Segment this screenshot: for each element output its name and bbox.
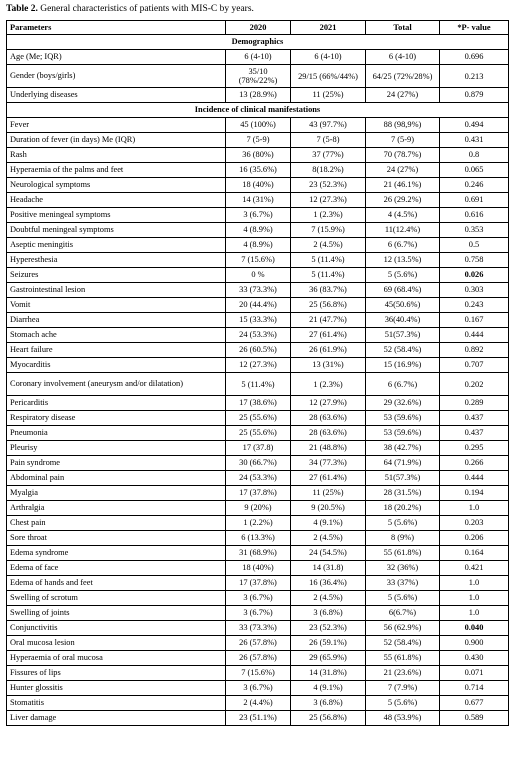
- year-2021-cell: 25 (56.8%): [291, 298, 366, 313]
- parameter-cell: Conjunctivitis: [7, 621, 226, 636]
- p-value-cell: 0.421: [440, 561, 509, 576]
- table-row: [7, 411, 509, 426]
- table-row: [7, 268, 509, 283]
- year-2021-cell: 12 (27.3%): [291, 193, 366, 208]
- year-2021-cell: 13 (31%): [291, 358, 366, 373]
- p-value-cell: 0.295: [440, 441, 509, 456]
- table-row: [7, 133, 509, 148]
- year-2021-cell: 8(18.2%): [291, 163, 366, 178]
- p-value-cell: 0.213: [440, 65, 509, 88]
- year-2020-cell: 7 (15.6%): [226, 253, 291, 268]
- year-2020-cell: 7 (15.6%): [226, 666, 291, 681]
- p-value-cell: 0.167: [440, 313, 509, 328]
- total-cell: 51(57.3%): [366, 328, 440, 343]
- table-row: [7, 253, 509, 268]
- year-2021-cell: 29 (65.9%): [291, 651, 366, 666]
- total-cell: 24 (27%): [366, 88, 440, 103]
- table-row: [7, 666, 509, 681]
- year-2021-cell: 2 (4.5%): [291, 238, 366, 253]
- table-row: [7, 313, 509, 328]
- year-2020-cell: 30 (66.7%): [226, 456, 291, 471]
- year-2021-cell: 27 (61.4%): [291, 328, 366, 343]
- table-row: [7, 501, 509, 516]
- parameter-cell: Pleurisy: [7, 441, 226, 456]
- parameter-cell: Oral mucosa lesion: [7, 636, 226, 651]
- parameter-cell: Aseptic meningitis: [7, 238, 226, 253]
- parameter-cell: Chest pain: [7, 516, 226, 531]
- year-2021-cell: 27 (61.4%): [291, 471, 366, 486]
- parameter-cell: Stomatitis: [7, 696, 226, 711]
- table-row: [7, 223, 509, 238]
- year-2020-cell: 3 (6.7%): [226, 591, 291, 606]
- table-row: [7, 178, 509, 193]
- parameter-cell: Duration of fever (in days) Me (IQR): [7, 133, 226, 148]
- total-cell: 4 (4.5%): [366, 208, 440, 223]
- year-2021-cell: 21 (47.7%): [291, 313, 366, 328]
- total-cell: 6 (6.7%): [366, 238, 440, 253]
- year-2020-cell: 45 (100%): [226, 118, 291, 133]
- table-row: [7, 636, 509, 651]
- year-2020-cell: 26 (57.8%): [226, 636, 291, 651]
- table-row: [7, 546, 509, 561]
- total-cell: 6 (4-10): [366, 50, 440, 65]
- year-2020-cell: 23 (51.1%): [226, 711, 291, 726]
- section-header-row: [7, 103, 509, 118]
- table-header-row: [7, 21, 509, 35]
- parameter-cell: Hyperesthesia: [7, 253, 226, 268]
- table-row: [7, 696, 509, 711]
- year-2020-cell: 25 (55.6%): [226, 411, 291, 426]
- year-2020-cell: 0 %: [226, 268, 291, 283]
- parameter-cell: Arthralgia: [7, 501, 226, 516]
- year-2020-cell: 6 (13.3%): [226, 531, 291, 546]
- p-value-cell: 0.5: [440, 238, 509, 253]
- total-cell: 45(50.6%): [366, 298, 440, 313]
- table-row: [7, 358, 509, 373]
- p-value-cell: 0.758: [440, 253, 509, 268]
- parameter-cell: Doubtful meningeal symptoms: [7, 223, 226, 238]
- total-cell: 21 (46.1%): [366, 178, 440, 193]
- year-2020-cell: 3 (6.7%): [226, 681, 291, 696]
- parameter-cell: Stomach ache: [7, 328, 226, 343]
- parameter-cell: Liver damage: [7, 711, 226, 726]
- p-value-cell: 0.246: [440, 178, 509, 193]
- year-2021-cell: 37 (77%): [291, 148, 366, 163]
- parameter-cell: Gender (boys/girls): [7, 65, 226, 88]
- total-cell: 5 (5.6%): [366, 696, 440, 711]
- year-2020-cell: 26 (57.8%): [226, 651, 291, 666]
- table-row: [7, 561, 509, 576]
- p-value-cell: 0.289: [440, 396, 509, 411]
- table-row: [7, 441, 509, 456]
- p-value-cell: 0.202: [440, 373, 509, 396]
- table-body: [7, 35, 509, 726]
- year-2020-cell: 4 (8.9%): [226, 223, 291, 238]
- header-p-value: *P- value: [440, 21, 509, 35]
- year-2020-cell: 36 (80%): [226, 148, 291, 163]
- parameter-cell: Edema of hands and feet: [7, 576, 226, 591]
- section-title: Demographics: [7, 35, 509, 50]
- year-2020-cell: 16 (35.6%): [226, 163, 291, 178]
- header-parameters: Parameters: [7, 21, 226, 35]
- table-row: [7, 298, 509, 313]
- p-value-cell: 0.444: [440, 328, 509, 343]
- year-2020-cell: 3 (6.7%): [226, 606, 291, 621]
- year-2020-cell: 25 (55.6%): [226, 426, 291, 441]
- parameter-cell: Respiratory disease: [7, 411, 226, 426]
- year-2021-cell: 29/15 (66%/44%): [291, 65, 366, 88]
- year-2020-cell: 6 (4-10): [226, 50, 291, 65]
- year-2021-cell: 7 (15.9%): [291, 223, 366, 238]
- total-cell: 5 (5.6%): [366, 516, 440, 531]
- year-2020-cell: 24 (53.3%): [226, 471, 291, 486]
- year-2021-cell: 1 (2.3%): [291, 373, 366, 396]
- total-cell: 6(6.7%): [366, 606, 440, 621]
- year-2021-cell: 25 (56.8%): [291, 711, 366, 726]
- year-2020-cell: 26 (60.5%): [226, 343, 291, 358]
- p-value-cell: 1.0: [440, 606, 509, 621]
- parameter-cell: Rash: [7, 148, 226, 163]
- characteristics-table: [6, 20, 509, 726]
- p-value-cell: 0.696: [440, 50, 509, 65]
- total-cell: 53 (59.6%): [366, 426, 440, 441]
- parameter-cell: Hyperaemia of oral mucosa: [7, 651, 226, 666]
- p-value-cell: 0.589: [440, 711, 509, 726]
- year-2020-cell: 15 (33.3%): [226, 313, 291, 328]
- year-2021-cell: 11 (25%): [291, 88, 366, 103]
- table-row: [7, 516, 509, 531]
- p-value-cell: 0.444: [440, 471, 509, 486]
- total-cell: 5 (5.6%): [366, 591, 440, 606]
- header-2020: 2020: [226, 21, 291, 35]
- p-value-cell: 0.437: [440, 426, 509, 441]
- parameter-cell: Abdominal pain: [7, 471, 226, 486]
- table-row: [7, 711, 509, 726]
- p-value-cell: 0.353: [440, 223, 509, 238]
- year-2021-cell: 36 (83.7%): [291, 283, 366, 298]
- total-cell: 11(12.4%): [366, 223, 440, 238]
- year-2020-cell: 18 (40%): [226, 561, 291, 576]
- year-2021-cell: 16 (36.4%): [291, 576, 366, 591]
- year-2020-cell: 33 (73.3%): [226, 283, 291, 298]
- year-2021-cell: 14 (31.8%): [291, 666, 366, 681]
- year-2020-cell: 3 (6.7%): [226, 208, 291, 223]
- section-header-row: [7, 35, 509, 50]
- table-row: [7, 576, 509, 591]
- total-cell: 64/25 (72%/28%): [366, 65, 440, 88]
- year-2021-cell: 21 (48.8%): [291, 441, 366, 456]
- p-value-cell: 0.691: [440, 193, 509, 208]
- table-row: [7, 456, 509, 471]
- year-2021-cell: 2 (4.5%): [291, 531, 366, 546]
- total-cell: 29 (32.6%): [366, 396, 440, 411]
- header-2021: 2021: [291, 21, 366, 35]
- year-2021-cell: 9 (20.5%): [291, 501, 366, 516]
- year-2021-cell: 12 (27.9%): [291, 396, 366, 411]
- p-value-cell: 1.0: [440, 501, 509, 516]
- total-cell: 7 (5-9): [366, 133, 440, 148]
- year-2020-cell: 17 (38.6%): [226, 396, 291, 411]
- parameter-cell: Pneumonia: [7, 426, 226, 441]
- total-cell: 6 (6.7%): [366, 373, 440, 396]
- table-row: [7, 148, 509, 163]
- parameter-cell: Gastrointestinal lesion: [7, 283, 226, 298]
- table-caption-label: Table 2.: [6, 4, 38, 14]
- table-row: [7, 651, 509, 666]
- year-2021-cell: 23 (52.3%): [291, 178, 366, 193]
- p-value-cell: 0.040: [440, 621, 509, 636]
- parameter-cell: Hyperaemia of the palms and feet: [7, 163, 226, 178]
- year-2020-cell: 1 (2.2%): [226, 516, 291, 531]
- year-2021-cell: 2 (4.5%): [291, 591, 366, 606]
- total-cell: 18 (20.2%): [366, 501, 440, 516]
- year-2020-cell: 33 (73.3%): [226, 621, 291, 636]
- table-row: [7, 328, 509, 343]
- year-2021-cell: 4 (9.1%): [291, 516, 366, 531]
- parameter-cell: Positive meningeal symptoms: [7, 208, 226, 223]
- table-row: [7, 531, 509, 546]
- table-row: [7, 471, 509, 486]
- parameter-cell: Fever: [7, 118, 226, 133]
- parameter-cell: Hunter glossitis: [7, 681, 226, 696]
- total-cell: 33 (37%): [366, 576, 440, 591]
- year-2021-cell: 11 (25%): [291, 486, 366, 501]
- p-value-cell: 0.194: [440, 486, 509, 501]
- parameter-cell: Edema of face: [7, 561, 226, 576]
- year-2020-cell: 2 (4.4%): [226, 696, 291, 711]
- year-2020-cell: 17 (37.8%): [226, 486, 291, 501]
- parameter-cell: Underlying diseases: [7, 88, 226, 103]
- year-2020-cell: 17 (37.8%): [226, 576, 291, 591]
- table-row: [7, 118, 509, 133]
- table-row: [7, 208, 509, 223]
- parameter-cell: Swelling of joints: [7, 606, 226, 621]
- section-title: Incidence of clinical manifestations: [7, 103, 509, 118]
- year-2020-cell: 13 (28.9%): [226, 88, 291, 103]
- p-value-cell: 0.431: [440, 133, 509, 148]
- year-2021-cell: 5 (11.4%): [291, 253, 366, 268]
- p-value-cell: 1.0: [440, 591, 509, 606]
- total-cell: 24 (27%): [366, 163, 440, 178]
- parameter-cell: Edema syndrome: [7, 546, 226, 561]
- total-cell: 32 (36%): [366, 561, 440, 576]
- year-2020-cell: 7 (5-9): [226, 133, 291, 148]
- year-2021-cell: 3 (6.8%): [291, 606, 366, 621]
- year-2021-cell: 6 (4-10): [291, 50, 366, 65]
- total-cell: 38 (42.7%): [366, 441, 440, 456]
- parameter-cell: Seizures: [7, 268, 226, 283]
- total-cell: 36(40.4%): [366, 313, 440, 328]
- year-2021-cell: 28 (63.6%): [291, 411, 366, 426]
- p-value-cell: 0.026: [440, 268, 509, 283]
- p-value-cell: 0.494: [440, 118, 509, 133]
- table-caption-text: General characteristics of patients with MIS-C by years.: [40, 4, 254, 14]
- total-cell: 8 (9%): [366, 531, 440, 546]
- parameter-cell: Diarrhea: [7, 313, 226, 328]
- table-row: [7, 88, 509, 103]
- table-row: [7, 396, 509, 411]
- total-cell: 55 (61.8%): [366, 546, 440, 561]
- table-row: [7, 65, 509, 88]
- p-value-cell: 0.243: [440, 298, 509, 313]
- total-cell: 69 (68.4%): [366, 283, 440, 298]
- year-2021-cell: 1 (2.3%): [291, 208, 366, 223]
- total-cell: 88 (98,9%): [366, 118, 440, 133]
- total-cell: 5 (5.6%): [366, 268, 440, 283]
- parameter-cell: Heart failure: [7, 343, 226, 358]
- table-row: [7, 591, 509, 606]
- year-2021-cell: 23 (52.3%): [291, 621, 366, 636]
- p-value-cell: 0.266: [440, 456, 509, 471]
- year-2020-cell: 5 (11.4%): [226, 373, 291, 396]
- parameter-cell: Sore throat: [7, 531, 226, 546]
- table-row: [7, 238, 509, 253]
- total-cell: 28 (31.5%): [366, 486, 440, 501]
- year-2021-cell: 43 (97.7%): [291, 118, 366, 133]
- total-cell: 7 (7.9%): [366, 681, 440, 696]
- table-row: [7, 163, 509, 178]
- table-row: [7, 681, 509, 696]
- total-cell: 70 (78.7%): [366, 148, 440, 163]
- year-2021-cell: 26 (59.1%): [291, 636, 366, 651]
- parameter-cell: Fissures of lips: [7, 666, 226, 681]
- year-2020-cell: 18 (40%): [226, 178, 291, 193]
- year-2021-cell: 3 (6.8%): [291, 696, 366, 711]
- p-value-cell: 0.714: [440, 681, 509, 696]
- year-2020-cell: 17 (37.8): [226, 441, 291, 456]
- year-2021-cell: 7 (5-8): [291, 133, 366, 148]
- table-row: [7, 621, 509, 636]
- table-row: [7, 486, 509, 501]
- p-value-cell: 0.203: [440, 516, 509, 531]
- parameter-cell: Vomit: [7, 298, 226, 313]
- year-2020-cell: 31 (68.9%): [226, 546, 291, 561]
- parameter-cell: Myalgia: [7, 486, 226, 501]
- year-2020-cell: 35/10 (78%/22%): [226, 65, 291, 88]
- year-2020-cell: 14 (31%): [226, 193, 291, 208]
- table-row: [7, 50, 509, 65]
- year-2021-cell: 14 (31.8): [291, 561, 366, 576]
- table-row: [7, 373, 509, 396]
- year-2021-cell: 24 (54.5%): [291, 546, 366, 561]
- parameter-cell: Pericarditis: [7, 396, 226, 411]
- total-cell: 64 (71.9%): [366, 456, 440, 471]
- p-value-cell: 0.900: [440, 636, 509, 651]
- year-2021-cell: 4 (9.1%): [291, 681, 366, 696]
- total-cell: 15 (16.9%): [366, 358, 440, 373]
- p-value-cell: 0.616: [440, 208, 509, 223]
- total-cell: 52 (58.4%): [366, 343, 440, 358]
- parameter-cell: Age (Me; IQR): [7, 50, 226, 65]
- table-row: [7, 606, 509, 621]
- year-2021-cell: 26 (61.9%): [291, 343, 366, 358]
- year-2021-cell: 34 (77.3%): [291, 456, 366, 471]
- p-value-cell: 0.8: [440, 148, 509, 163]
- total-cell: 52 (58.4%): [366, 636, 440, 651]
- p-value-cell: 0.879: [440, 88, 509, 103]
- header-total: Total: [366, 21, 440, 35]
- p-value-cell: 0.065: [440, 163, 509, 178]
- p-value-cell: 0.430: [440, 651, 509, 666]
- parameter-cell: Myocarditis: [7, 358, 226, 373]
- p-value-cell: 0.303: [440, 283, 509, 298]
- year-2020-cell: 12 (27.3%): [226, 358, 291, 373]
- p-value-cell: 0.164: [440, 546, 509, 561]
- year-2020-cell: 4 (8.9%): [226, 238, 291, 253]
- year-2020-cell: 9 (20%): [226, 501, 291, 516]
- total-cell: 21 (23.6%): [366, 666, 440, 681]
- total-cell: 55 (61.8%): [366, 651, 440, 666]
- total-cell: 48 (53.9%): [366, 711, 440, 726]
- table-row: [7, 343, 509, 358]
- year-2020-cell: 24 (53.3%): [226, 328, 291, 343]
- table-row: [7, 193, 509, 208]
- table-row: [7, 283, 509, 298]
- year-2021-cell: 28 (63.6%): [291, 426, 366, 441]
- parameter-cell: Pain syndrome: [7, 456, 226, 471]
- p-value-cell: 0.892: [440, 343, 509, 358]
- table-row: [7, 426, 509, 441]
- parameter-cell: Headache: [7, 193, 226, 208]
- total-cell: 53 (59.6%): [366, 411, 440, 426]
- parameter-cell: Neurological symptoms: [7, 178, 226, 193]
- p-value-cell: 0.071: [440, 666, 509, 681]
- p-value-cell: 1.0: [440, 576, 509, 591]
- year-2020-cell: 20 (44.4%): [226, 298, 291, 313]
- parameter-cell: Coronary involvement (aneurysm and/or dilatation): [7, 373, 226, 396]
- p-value-cell: 0.677: [440, 696, 509, 711]
- p-value-cell: 0.437: [440, 411, 509, 426]
- p-value-cell: 0.707: [440, 358, 509, 373]
- parameter-cell: Swelling of scrotum: [7, 591, 226, 606]
- year-2021-cell: 5 (11.4%): [291, 268, 366, 283]
- total-cell: 26 (29.2%): [366, 193, 440, 208]
- table-caption: [6, 3, 254, 15]
- total-cell: 51(57.3%): [366, 471, 440, 486]
- total-cell: 56 (62.9%): [366, 621, 440, 636]
- p-value-cell: 0.206: [440, 531, 509, 546]
- total-cell: 12 (13.5%): [366, 253, 440, 268]
